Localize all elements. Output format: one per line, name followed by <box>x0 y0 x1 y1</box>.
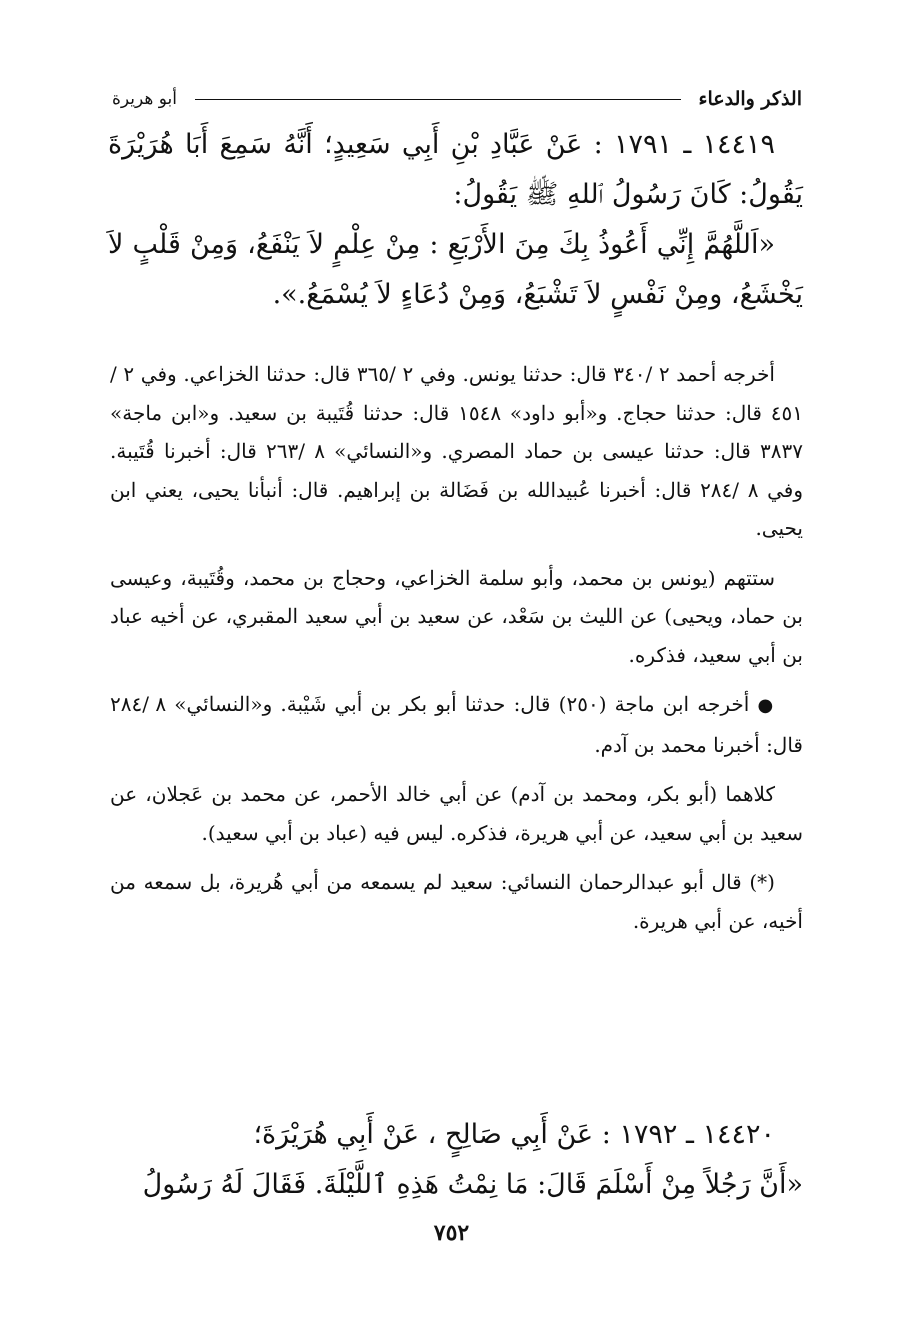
takhrij-notes <box>110 355 803 940</box>
hadith-1791-matn: «اَللَّهُمَّ إِنِّي أَعُوذُ بِكَ مِنَ الأَرْبَعِ : مِنْ عِلْمٍ لاَ يَنْفَعُ، وَمِنْ قَلْبٍ لاَ يَخْشَعُ، ومِنْ نَفْسٍ لاَ تَشْبَعُ، وَمِنْ دُعَاءٍ لاَ يُسْمَعُ.». <box>108 229 803 310</box>
note-paragraph-3 <box>110 685 803 764</box>
bullet-icon: ● <box>757 695 775 716</box>
running-header <box>112 84 802 114</box>
note-paragraph-3-text: أخرجه ابن ماجة (٢٥٠) قال: حدثنا أبو بكر بن أبي شَيْبة. و«النسائي» ٨ /٢٨٤ قال: أخبرنا محمد بن آدم. <box>110 692 803 757</box>
hadith-1792 <box>108 1110 803 1210</box>
header-rule <box>195 99 681 100</box>
hadith-1792-matn: «أَنَّ رَجُلاً مِنْ أَسْلَمَ قَالَ: مَا نِمْتُ هَذِهِ ٱللَّيْلَةَ. فَقَالَ لَهُ رَسُولُ <box>142 1169 803 1200</box>
section-author: أبو هريرة <box>112 89 178 109</box>
hadith-1791 <box>108 120 803 320</box>
hadith-1791-isnad: ١٤٤١٩ ـ ١٧٩١ : عَنْ عَبَّادِ بْنِ أَبِي سَعِيدٍ؛ أَنَّهُ سَمِعَ أَبَا هُرَيْرَةَ يَقُولُ: كَانَ رَسُولُ ٱللهِ ﷺ يَقُولُ: <box>108 129 803 210</box>
note-paragraph-4: كلاهما (أبو بكر، ومحمد بن آدم) عن أبي خالد الأحمر، عن محمد بن عَجلان، عن سعيد بن أبي سعيد، عن أبي هريرة، فذكره. ليس فيه (عباد بن أبي سعيد). <box>110 782 803 845</box>
note-paragraph-2: ستتهم (يونس بن محمد، وأبو سلمة الخزاعي، وحجاج بن محمد، وقُتَيبة، وعيسى بن حماد، ويحيى) عن الليث بن سَعْد، عن سعيد بن أبي سعيد المقبري، عن أخيه عباد بن أبي سعيد، فذكره. <box>110 565 803 667</box>
hadith-1792-isnad: ١٤٤٢٠ ـ ١٧٩٢ : عَنْ أَبِي صَالِحٍ ، عَنْ أَبِي هُرَيْرَةَ؛ <box>253 1119 775 1150</box>
note-paragraph-5: (*) قال أبو عبدالرحمان النسائي: سعيد لم يسمعه من أبي هُريرة، بل سمعه من أخيه، عن أبي هريرة. <box>110 870 803 933</box>
page-number: ٧٥٢ <box>433 1220 470 1246</box>
note-paragraph-1: أخرجه أحمد ٢ /٣٤٠ قال: حدثنا يونس. وفي ٢ /٣٦٥ قال: حدثنا الخزاعي. وفي ٢ /٤٥١ قال: حدثنا حجاج. و«أبو داود» ١٥٤٨ قال: حدثنا قُتَيبة بن سعيد. و«ابن ماجة» ٣٨٣٧ قال: حدثنا عيسى بن حماد المصري. و«النسائي» ٨ /٢٦٣ قال: أخبرنا قُتَيبة. وفي ٨ /٢٨٤ قال: أخبرنا عُبيدالله بن فَضَالة بن إبراهيم. قال: أنبأنا يحيى، يعني ابن يحيى. <box>110 362 803 540</box>
chapter-title: الذكر والدعاء <box>698 88 802 110</box>
